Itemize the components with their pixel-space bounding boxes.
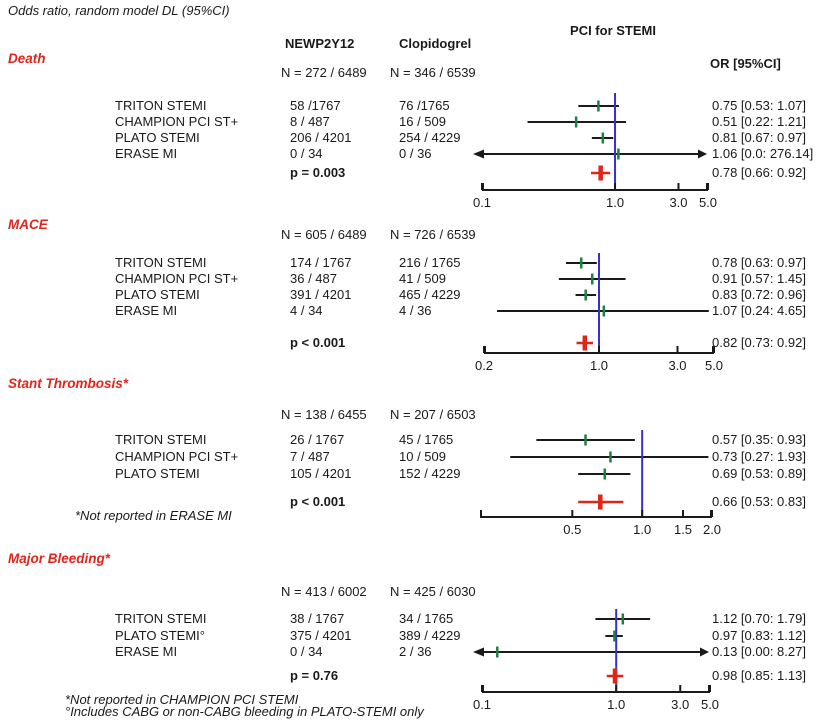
axis-tick-label: 1.5	[673, 522, 693, 537]
or-column-header: OR [95%CI]	[710, 56, 781, 71]
axis-tick-label: 1.0	[607, 697, 626, 712]
outcome-label: Major Bleeding*	[8, 551, 111, 566]
axis-tick-label: 0.2	[474, 358, 494, 373]
study-or-value: 1.12 [0.70: 1.79]	[712, 611, 806, 626]
study-label: TRITON STEMI	[115, 98, 207, 113]
n-control: N = 207 / 6503	[390, 407, 476, 422]
study-events-control: 76 /1765	[399, 98, 450, 113]
study-label: TRITON STEMI	[115, 255, 207, 270]
study-or-value: 0.57 [0.35: 0.93]	[712, 432, 806, 447]
arrowhead-left	[473, 150, 484, 159]
n-treatment: N = 413 / 6002	[281, 584, 367, 599]
p-value: p < 0.001	[290, 335, 346, 350]
study-events-treatment: 7 / 487	[290, 449, 330, 464]
study-events-treatment: 26 / 1767	[290, 432, 345, 447]
study-events-control: 45 / 1765	[399, 432, 454, 447]
summary-or-value: 0.98 [0.85: 1.13]	[712, 668, 806, 683]
figure-title: Odds ratio, random model DL (95%CI)	[8, 3, 230, 18]
study-label: PLATO STEMI	[115, 466, 200, 481]
study-events-control: 389 / 4229	[399, 628, 461, 643]
study-label: PLATO STEMI	[115, 287, 200, 302]
study-or-value: 0.73 [0.27: 1.93]	[712, 449, 806, 464]
arrowhead-left	[473, 648, 484, 657]
axis-tick-label: 3.0	[668, 358, 687, 373]
study-label: ERASE MI	[115, 644, 178, 659]
study-or-value: 1.07 [0.24: 4.65]	[712, 303, 806, 318]
study-label: ERASE MI	[115, 303, 178, 318]
study-events-control: 0 / 36	[399, 146, 432, 161]
n-control: N = 425 / 6030	[390, 584, 476, 599]
study-or-value: 0.13 [0.00: 8.27]	[712, 644, 806, 659]
study-events-control: 41 / 509	[399, 271, 446, 286]
study-label: ERASE MI	[115, 146, 178, 161]
study-or-value: 0.81 [0.67: 0.97]	[712, 130, 806, 145]
axis-tick-label: 5.0	[704, 358, 724, 373]
study-events-treatment: 375 / 4201	[290, 628, 352, 643]
study-events-treatment: 38 / 1767	[290, 611, 345, 626]
axis-tick-label: 3.0	[669, 195, 688, 210]
p-value: p = 0.76	[290, 668, 339, 683]
study-label: CHAMPION PCI ST+	[115, 449, 239, 464]
plot-header: PCI for STEMI	[570, 23, 656, 38]
n-control: N = 346 / 6539	[390, 65, 476, 80]
study-events-treatment: 0 / 34	[290, 146, 323, 161]
study-or-value: 0.97 [0.83: 1.12]	[712, 628, 806, 643]
study-events-treatment: 105 / 4201	[290, 466, 352, 481]
study-or-value: 0.83 [0.72: 0.96]	[712, 287, 806, 302]
study-events-treatment: 391 / 4201	[290, 287, 352, 302]
axis-tick-label: 5.0	[698, 195, 718, 210]
study-events-control: 216 / 1765	[399, 255, 461, 270]
axis-tick-label: 0.5	[563, 522, 582, 537]
study-label: CHAMPION PCI ST+	[115, 271, 239, 286]
study-events-treatment: 206 / 4201	[290, 130, 352, 145]
p-value: p = 0.003	[290, 165, 346, 180]
study-events-treatment: 0 / 34	[290, 644, 323, 659]
summary-or-value: 0.78 [0.66: 0.92]	[712, 165, 806, 180]
study-events-treatment: 58 /1767	[290, 98, 341, 113]
summary-or-value: 0.66 [0.53: 0.83]	[712, 494, 806, 509]
axis-tick-label: 5.0	[700, 697, 720, 712]
study-events-control: 34 / 1765	[399, 611, 454, 626]
axis-tick-label: 3.0	[671, 697, 690, 712]
study-label: TRITON STEMI	[115, 432, 207, 447]
axis-tick-label: 0.1	[472, 697, 492, 712]
study-events-treatment: 4 / 34	[290, 303, 323, 318]
study-or-value: 0.51 [0.22: 1.21]	[712, 114, 806, 129]
study-events-control: 465 / 4229	[399, 287, 461, 302]
n-control: N = 726 / 6539	[390, 227, 476, 242]
axis-tick-label: 0.1	[472, 195, 492, 210]
p-value: p < 0.001	[290, 494, 346, 509]
study-events-control: 2 / 36	[399, 644, 432, 659]
n-treatment: N = 138 / 6455	[281, 407, 367, 422]
study-or-value: 0.91 [0.57: 1.45]	[712, 271, 806, 286]
axis-tick-label: 2.0	[702, 522, 722, 537]
axis-tick-label: 1.0	[633, 522, 652, 537]
n-treatment: N = 605 / 6489	[281, 227, 367, 242]
study-label: PLATO STEMI°	[115, 628, 205, 643]
study-events-control: 152 / 4229	[399, 466, 461, 481]
study-events-treatment: 174 / 1767	[290, 255, 352, 270]
study-events-control: 10 / 509	[399, 449, 446, 464]
outcome-label: Stant Thrombosis*	[8, 376, 129, 391]
study-events-control: 254 / 4229	[399, 130, 461, 145]
study-label: TRITON STEMI	[115, 611, 207, 626]
study-or-value: 0.69 [0.53: 0.89]	[712, 466, 806, 481]
study-label: PLATO STEMI	[115, 130, 200, 145]
study-or-value: 1.06 [0.0: 276.14]	[712, 146, 814, 161]
study-events-treatment: 36 / 487	[290, 271, 337, 286]
axis-tick-label: 1.0	[589, 358, 609, 373]
n-treatment: N = 272 / 6489	[281, 65, 367, 80]
axis-tick-label: 1.0	[605, 195, 625, 210]
study-or-value: 0.78 [0.63: 0.97]	[712, 255, 806, 270]
outcome-label: MACE	[8, 217, 48, 232]
summary-or-value: 0.82 [0.73: 0.92]	[712, 335, 806, 350]
arrowhead-right	[700, 648, 709, 657]
study-events-treatment: 8 / 487	[290, 114, 330, 129]
footnote: °Includes CABG or non-CABG bleeding in PLATO-STEMI only	[65, 704, 424, 719]
study-events-control: 16 / 509	[399, 114, 446, 129]
study-events-control: 4 / 36	[399, 303, 432, 318]
column-header-treatment: NEWP2Y12	[285, 36, 355, 51]
outcome-label: Death	[8, 51, 46, 66]
study-or-value: 0.75 [0.53: 1.07]	[712, 98, 806, 113]
column-header-control: Clopidogrel	[399, 36, 472, 51]
study-label: CHAMPION PCI ST+	[115, 114, 239, 129]
footnote: *Not reported in ERASE MI	[75, 508, 232, 523]
arrowhead-right	[698, 150, 707, 159]
footnote: *Not reported in CHAMPION PCI STEMI	[65, 692, 299, 707]
